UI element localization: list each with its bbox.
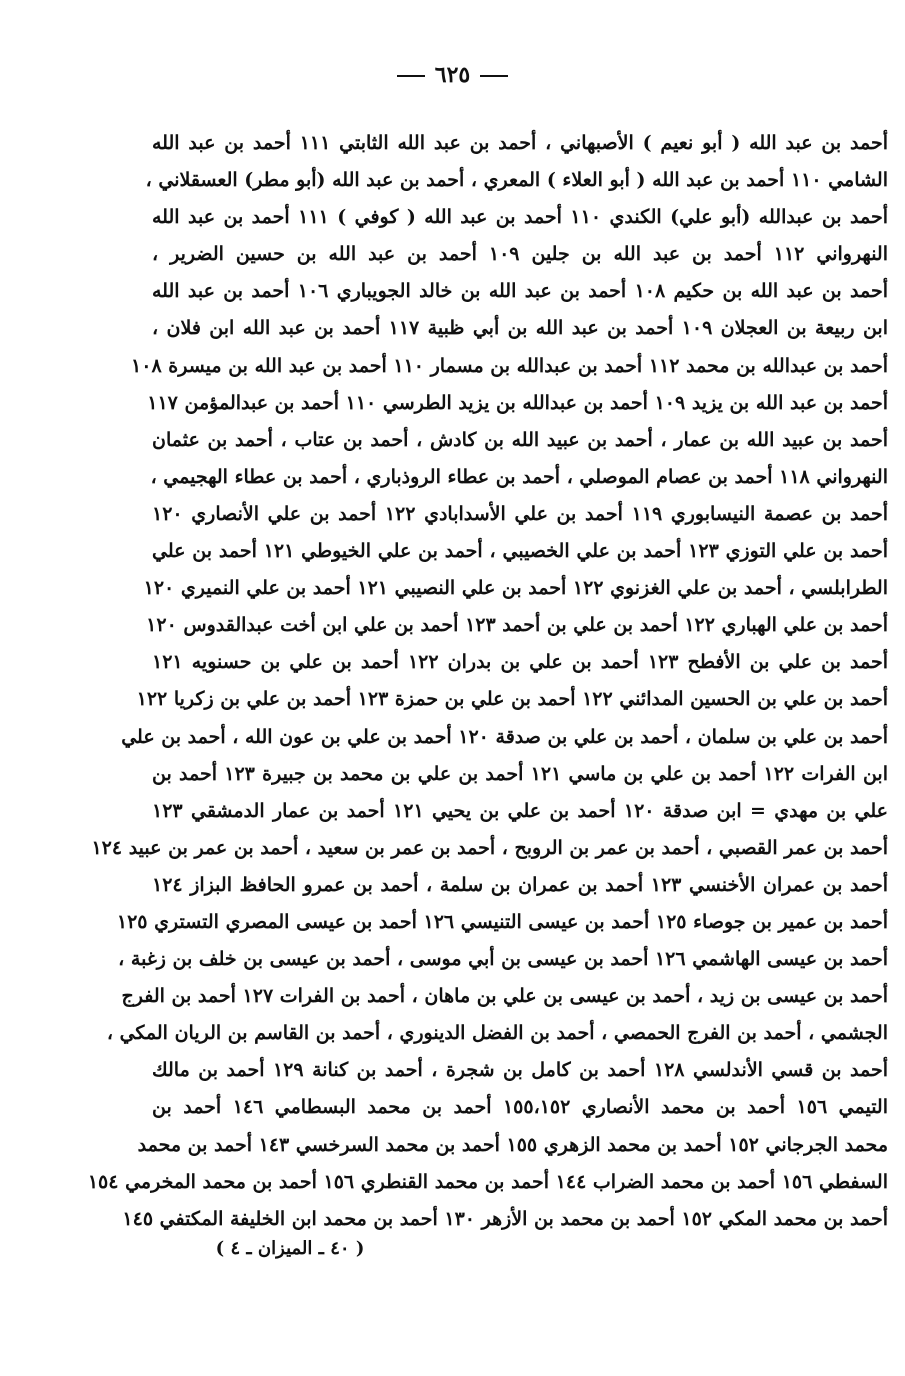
text-line: علي بن مهدي = ابن صدقة ١٢٠ أحمد بن علي بن يحيي ١٢١ أحمد بن عمار الدمشقي ١٢٣: [152, 799, 888, 822]
index-text-block: [87, 125, 889, 1238]
text-line: أحمد بن عمران الأخنسي ١٢٣ أحمد بن عمران بن سلمة ، أحمد بن عمرو الحافظ البزاز ١٢٤: [152, 873, 889, 896]
text-line: التيمي ١٥٦ أحمد بن محمد الأنصاري ١٥٥،١٥٢ أحمد بن محمد البسطامي ١٤٦ أحمد بن: [152, 1096, 888, 1119]
text-line: أحمد بن عمر القصبي ، أحمد بن عمر بن الروبح ، أحمد بن عمر بن سعيد ، أحمد بن عمر بن عبيد ١٢٤: [91, 836, 888, 859]
text-line: النهرواني ١١٢ أحمد بن عبد الله بن جلين ١٠٩ أحمد بن عبد الله بن حسين الضرير ،: [152, 243, 888, 266]
text-line: أحمد بن قسي الأندلسي ١٢٨ أحمد بن كامل بن شجرة ، أحمد بن كنانة ١٢٩ أحمد بن مالك: [152, 1059, 888, 1082]
page-number-value: ٦٢٥: [434, 62, 471, 88]
text-line: أحمد بن عبدالله بن محمد ١١٢ أحمد بن عبدالله بن مسمار ١١٠ أحمد بن عبد الله بن ميسرة ١٠٨: [131, 354, 888, 377]
text-line: أحمد بن عبيد الله بن عمار ، أحمد بن عبيد الله بن كادش ، أحمد بن عتاب ، أحمد بن عثمان: [152, 428, 888, 451]
text-line: أحمد بن عبد الله ( أبو نعيم ) الأصبهاني ، أحمد بن عبد الله الثابتي ١١١ أحمد بن عبد الله: [152, 132, 888, 154]
text-line: أحمد بن عمير بن جوصاء ١٢٥ أحمد بن عيسى التنيسي ١٢٦ أحمد بن عيسى المصري التستري ١٢٥: [116, 910, 888, 933]
page-number-dash-left: [397, 75, 425, 77]
text-line: السفطي ١٥٦ أحمد بن محمد الضراب ١٤٤ أحمد بن محمد القنطري ١٥٦ أحمد بن محمد المخرمي ١٥٤: [87, 1170, 888, 1193]
text-line: ابن ربيعة بن العجلان ١٠٩ أحمد بن عبد الله بن أبي ظبية ١١٧ أحمد بن عبد الله ابن فلان ،: [152, 317, 888, 340]
text-line: أحمد بن علي الهباري ١٢٢ أحمد بن علي بن أحمد ١٢٣ أحمد بن علي ابن أخت عبدالقدوس ١٢٠: [146, 614, 888, 637]
text-line: أحمد بن عبد الله بن يزيد ١٠٩ أحمد بن عبدالله بن يزيد الطرسي ١١٠ أحمد بن عبدالمؤمن ١١٧: [147, 391, 888, 414]
text-line: النهرواني ١١٨ أحمد بن عصام الموصلي ، أحمد بن عطاء الروذباري ، أحمد بن عطاء الهجيمي ،: [150, 465, 888, 488]
page-number-dash-right: [480, 75, 508, 77]
text-line: أحمد بن عيسى بن زيد ، أحمد بن عيسى بن علي بن ماهان ، أحمد بن الفرات ١٢٧ أحمد بن الفرج: [121, 985, 888, 1008]
text-line: أحمد بن علي بن سلمان ، أحمد بن علي بن صدقة ١٢٠ أحمد بن علي بن عون الله ، أحمد بن علي: [121, 725, 888, 748]
text-line: أحمد بن علي التوزي ١٢٣ أحمد بن علي الخصيبي ، أحمد بن علي الخيوطي ١٢١ أحمد بن علي: [152, 540, 888, 563]
text-line: أحمد بن محمد المكي ١٥٢ أحمد بن محمد بن الأزهر ١٣٠ أحمد بن محمد ابن الخليفة المكتفي ١٤٥: [122, 1207, 888, 1230]
text-line: الطرابلسي ، أحمد بن علي الغزنوي ١٢٢ أحمد بن علي النصيبي ١٢١ أحمد بن علي النميري ١٢٠: [143, 577, 888, 600]
text-line: أحمد بن عبدالله (أبو علي) الكندي ١١٠ أحمد بن عبد الله ( كوفي ) ١١١ أحمد بن عبد الله: [152, 206, 889, 229]
text-line: أحمد بن عصمة النيسابوري ١١٩ أحمد بن علي الأسدابادي ١٢٢ أحمد بن علي الأنصاري ١٢٠: [152, 502, 888, 525]
text-line: أحمد بن عيسى الهاشمي ١٢٦ أحمد بن عيسى بن أبي موسى ، أحمد بن عيسى بن خلف بن زغبة ،: [118, 948, 888, 971]
text-line: الجشمي ، أحمد بن الفرج الحمصي ، أحمد بن الفضل الدينوري ، أحمد بن القاسم بن الريان المكي ،: [106, 1022, 888, 1045]
text-line: أحمد بن علي بن الحسين المدائني ١٢٢ أحمد بن علي بن حمزة ١٢٣ أحمد بن علي بن زكريا ١٢٢: [136, 688, 888, 711]
text-line: محمد الجرجاني ١٥٢ أحمد بن محمد الزهري ١٥٥ أحمد بن محمد السرخسي ١٤٣ أحمد بن محمد: [137, 1133, 888, 1156]
text-line: أحمد بن علي بن الأفطح ١٢٣ أحمد بن علي بن بدران ١٢٢ أحمد بن علي بن حسنويه ١٢١: [152, 651, 888, 674]
text-line: أحمد بن عبد الله بن حكيم ١٠٨ أحمد بن عبد الله بن خالد الجويباري ١٠٦ أحمد بن عبد الله: [152, 280, 888, 303]
printer-signature: ( ٤٠ ـ الميزان ـ ٤ ): [215, 1238, 365, 1259]
text-line: الشامي ١١٠ أحمد بن عبد الله ( أبو العلاء ) المعري ، أحمد بن عبد الله (أبو مطر) العسقلاني ،: [145, 169, 888, 192]
text-line: ابن الفرات ١٢٢ أحمد بن علي بن ماسي ١٢١ أحمد بن علي بن محمد بن جبيرة ١٢٣ أحمد بن: [152, 762, 888, 785]
page-number: [0, 62, 905, 88]
